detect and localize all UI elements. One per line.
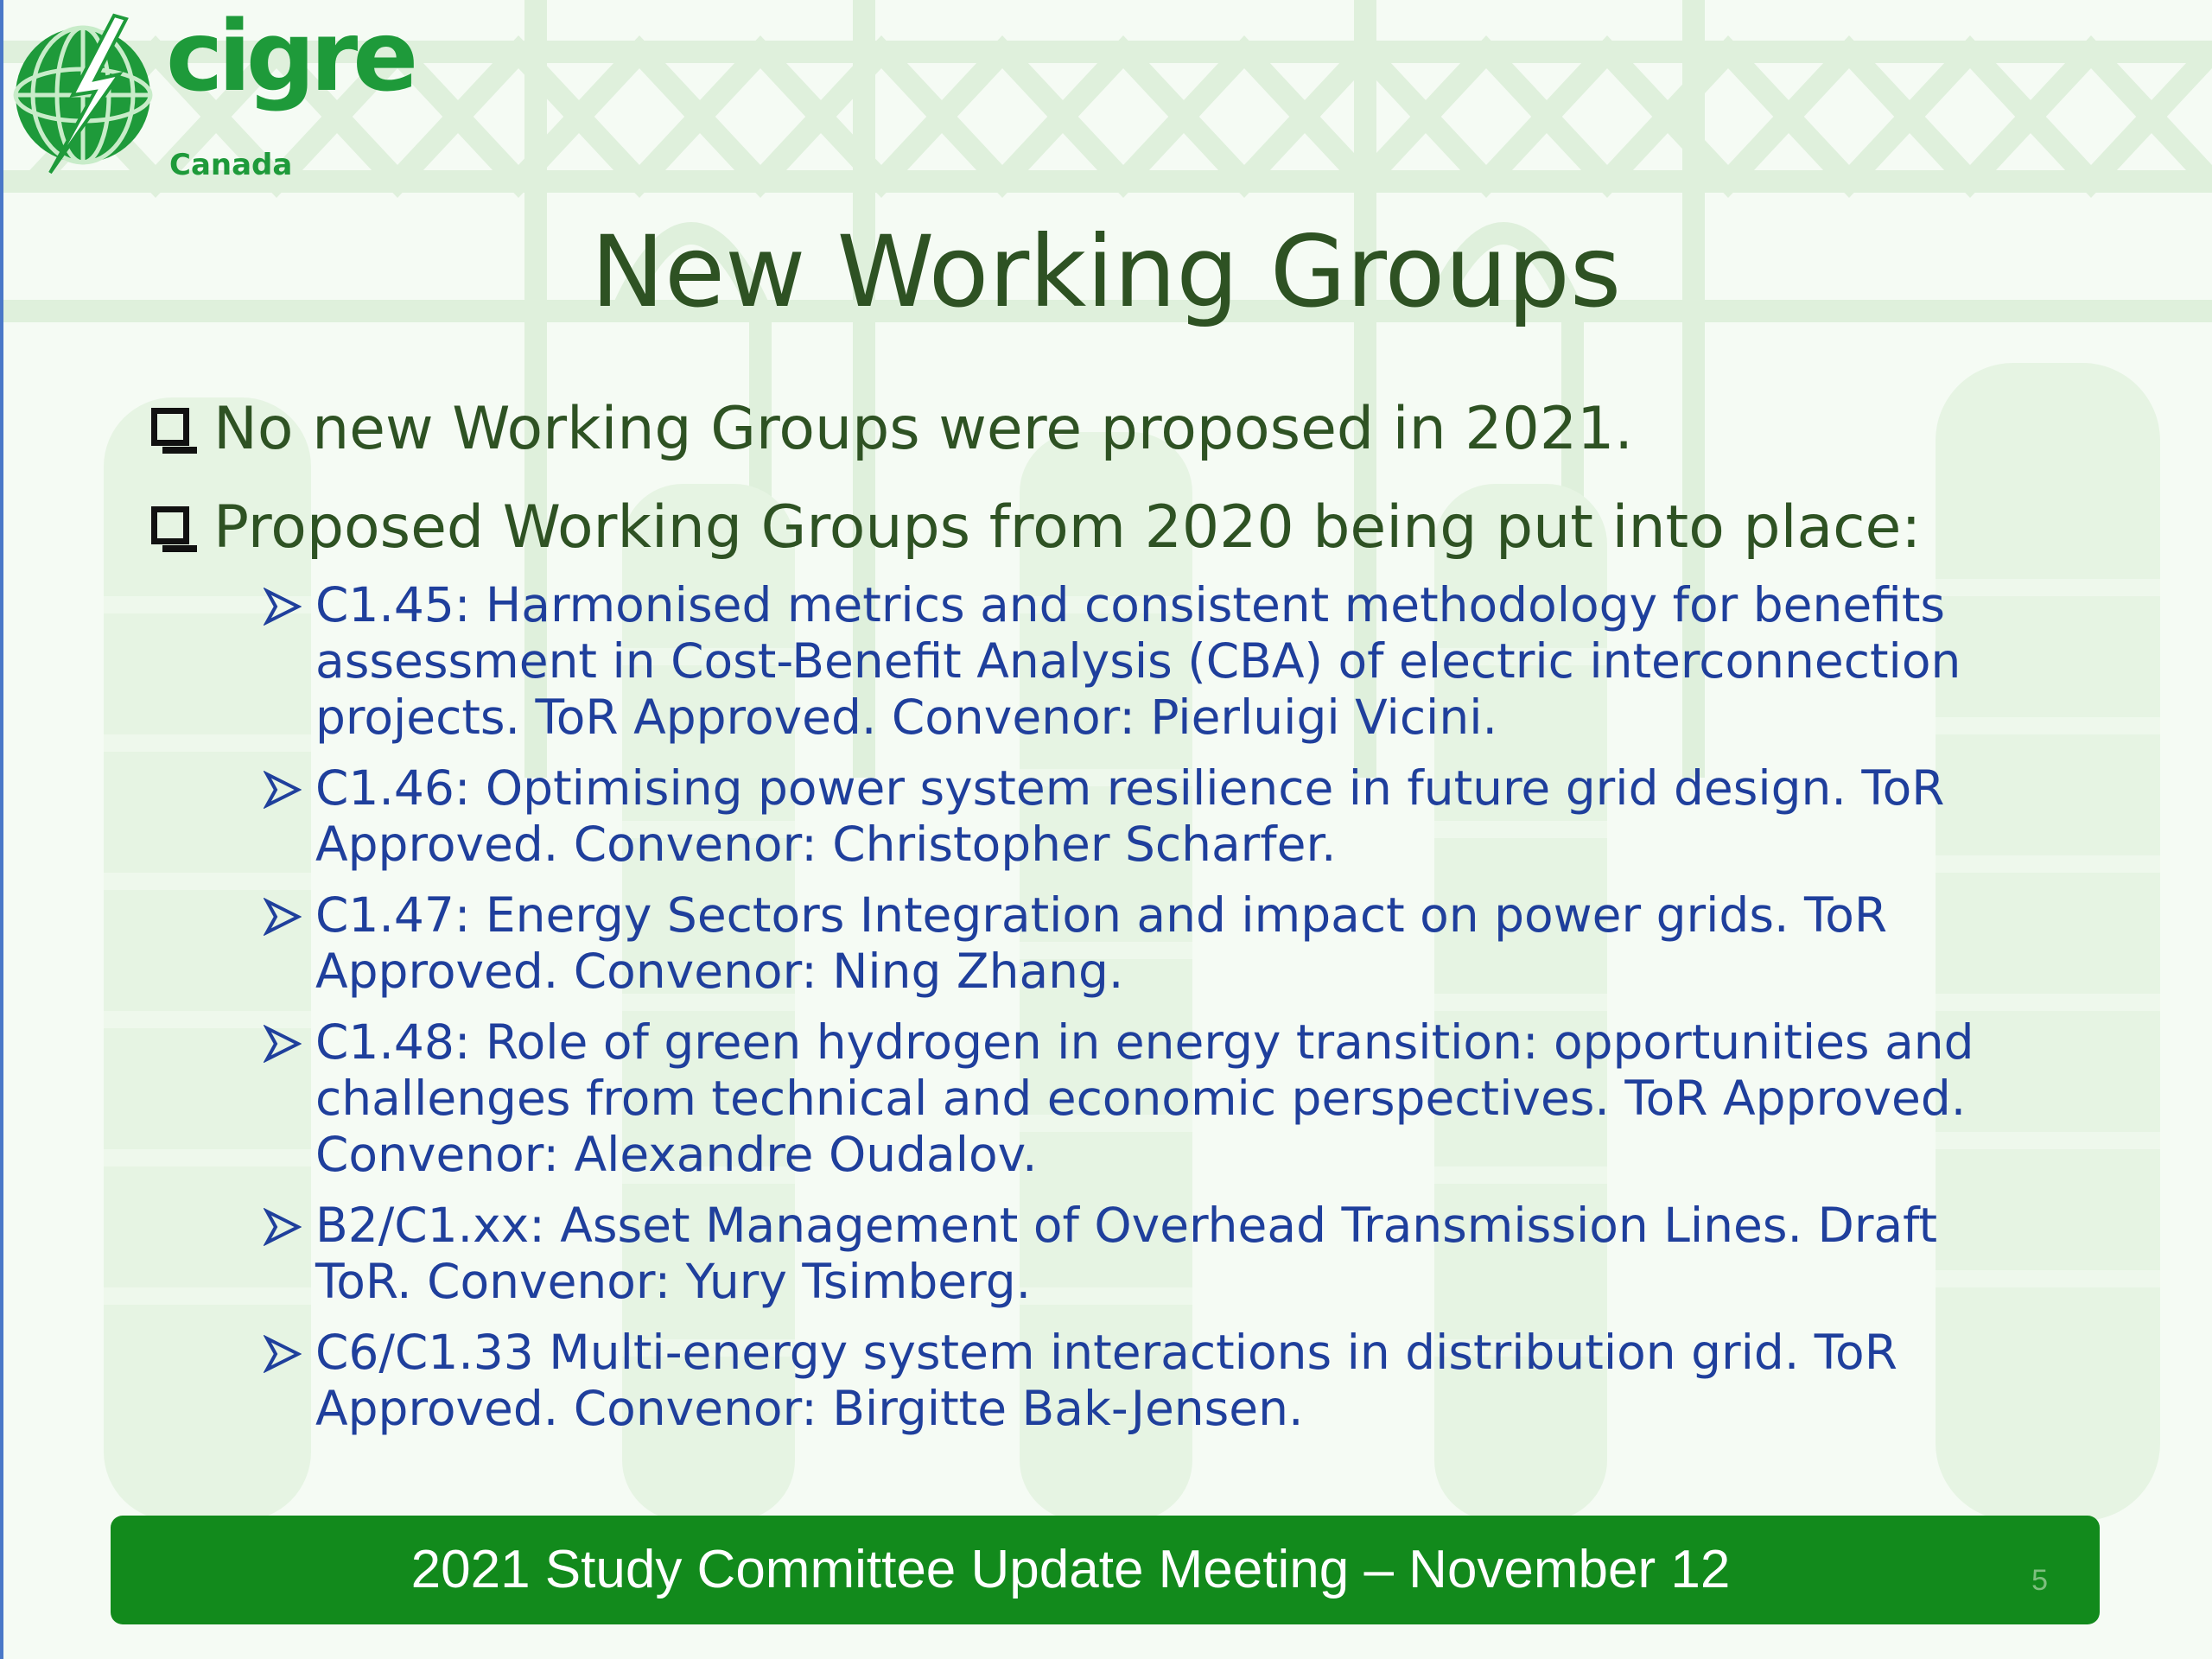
sub-bullet-text: B2/C1.xx: Asset Management of Overhead Transmission Lines. Draft ToR. Convenor: Yury Tsimberg. — [315, 1198, 1938, 1309]
sub-bullet-text: C1.46: Optimising power system resilience in future grid design. ToR Approved. Convenor: Christopher Scharfer. — [315, 760, 1945, 872]
sub-bullet-text: C1.47: Energy Sectors Integration and impact on power grids. ToR Approved. Convenor: Ning Zhang. — [315, 887, 1888, 999]
arrowhead-icon — [264, 898, 302, 936]
bullet-text: No new Working Groups were proposed in 2021. — [213, 395, 1633, 463]
logo-wordmark: cigre — [166, 1, 414, 113]
arrowhead-icon — [264, 771, 302, 809]
sub-bullet-text: C1.45: Harmonised metrics and consistent methodology for benefits assessment in Cost-Benefit Analysis (CBA) of electric interconnection projects. ToR Approved. Convenor: Pierluigi Vicini. — [315, 577, 1961, 745]
logo-subtitle: Canada — [169, 148, 293, 182]
arrowhead-icon — [264, 588, 302, 626]
page-number: 5 — [2031, 1564, 2048, 1597]
bullet-item — [151, 489, 2095, 567]
sub-bullet-item — [264, 760, 1992, 873]
arrowhead-icon — [264, 1335, 302, 1373]
globe-bolt-icon — [12, 12, 159, 176]
sub-bullet-list — [264, 577, 1992, 1452]
sub-bullet-item — [264, 1325, 1992, 1437]
footer-bar — [111, 1516, 2100, 1624]
sub-bullet-text: C1.48: Role of green hydrogen in energy transition: opportunities and challenges from technical and economic perspectives. ToR Approved. Convenor: Alexandre Oudalov. — [315, 1014, 1974, 1182]
sub-bullet-text: C6/C1.33 Multi-energy system interactions in distribution grid. ToR Approved. Convenor: Birgitte Bak-Jensen. — [315, 1325, 1897, 1436]
sub-bullet-item — [264, 1198, 1992, 1310]
slide-title: New Working Groups — [590, 214, 1622, 329]
bullet-list — [151, 391, 2095, 588]
footer-text: 2021 Study Committee Update Meeting – November 12 — [410, 1540, 1731, 1599]
bullet-text: Proposed Working Groups from 2020 being put into place: — [213, 493, 1922, 562]
hollow-square-icon — [151, 408, 189, 446]
hollow-square-icon — [151, 506, 189, 544]
cigre-logo — [12, 1, 427, 185]
sub-bullet-item — [264, 1014, 1992, 1183]
arrowhead-icon — [264, 1208, 302, 1246]
arrowhead-icon — [264, 1025, 302, 1063]
bullet-item — [151, 391, 2095, 468]
sub-bullet-item — [264, 887, 1992, 1000]
sub-bullet-item — [264, 577, 1992, 746]
